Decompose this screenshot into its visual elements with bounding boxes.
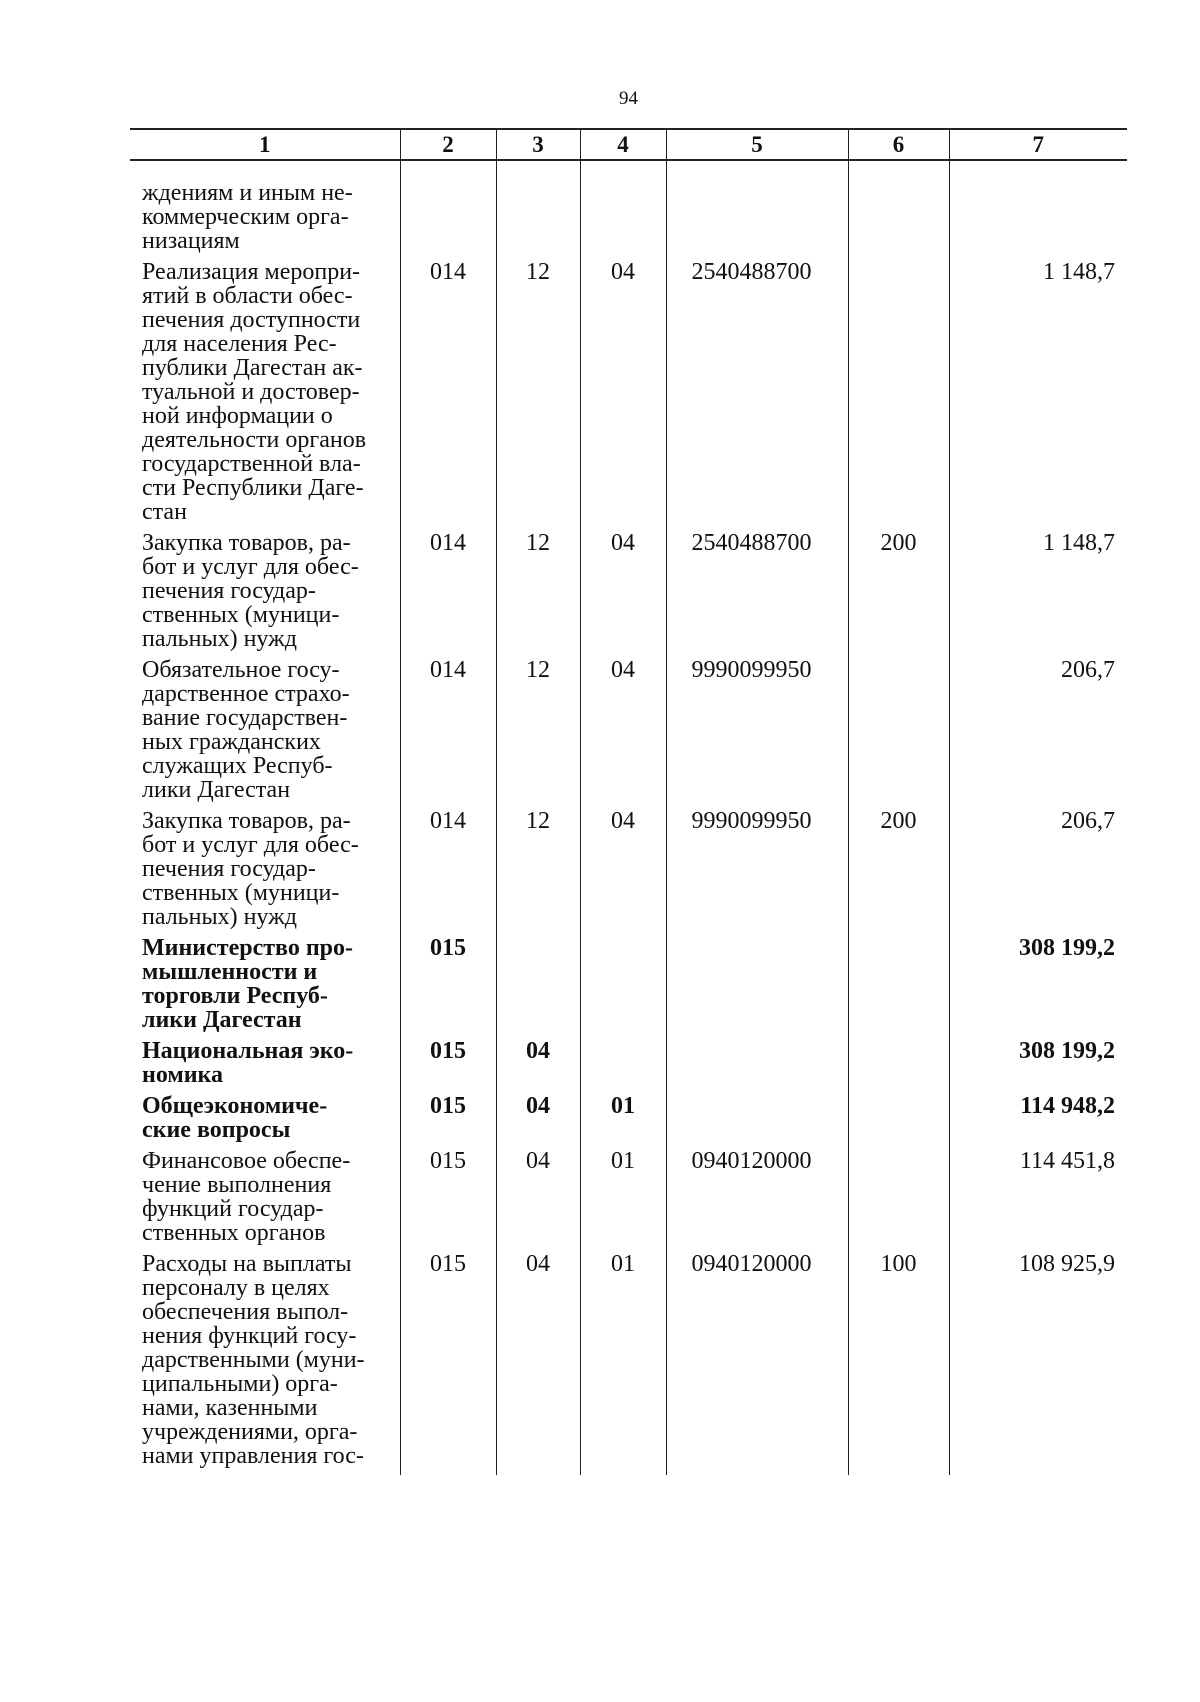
column-header-5: 5 bbox=[666, 129, 848, 160]
row-name-line: функций государ- bbox=[142, 1196, 324, 1222]
row-cell-c7: 114 451,8 bbox=[949, 1149, 1127, 1252]
row-cell-c5: 2540488700 bbox=[666, 260, 848, 531]
row-cell-c4 bbox=[580, 1039, 666, 1094]
table-row bbox=[130, 1252, 1127, 1475]
column-header-1: 1 bbox=[130, 129, 400, 160]
row-cell-c5 bbox=[666, 1094, 848, 1149]
column-header-3: 3 bbox=[496, 129, 580, 160]
row-name-cell bbox=[130, 1149, 400, 1252]
row-cell-c5: 9990099950 bbox=[666, 658, 848, 809]
row-cell-c3: 04 bbox=[496, 1252, 580, 1475]
row-cell-c5 bbox=[666, 1039, 848, 1094]
row-cell-c6: 200 bbox=[848, 531, 949, 658]
row-cell-c7: 1 148,7 bbox=[949, 260, 1127, 531]
table-header bbox=[130, 129, 1127, 160]
gap-cell bbox=[949, 160, 1127, 181]
row-name-line: сти Республики Даге- bbox=[142, 475, 364, 501]
row-name-line: печения доступности bbox=[142, 307, 361, 333]
row-name-line: нения функций госу- bbox=[142, 1323, 357, 1349]
row-cell-c6 bbox=[848, 1094, 949, 1149]
row-name-line: туальной и достовер- bbox=[142, 379, 360, 405]
gap-cell bbox=[848, 160, 949, 181]
row-cell-c7 bbox=[949, 181, 1127, 260]
budget-table bbox=[130, 128, 1127, 1475]
row-name-line: лики Дагестан bbox=[142, 777, 291, 803]
row-cell-c3: 12 bbox=[496, 809, 580, 936]
row-name-line: персоналу в целях bbox=[142, 1275, 330, 1301]
row-name-line: ных гражданских bbox=[142, 729, 321, 755]
row-name-line: учреждениями, орга- bbox=[142, 1419, 358, 1445]
row-name-line: государственной вла- bbox=[142, 451, 361, 477]
row-cell-c3 bbox=[496, 181, 580, 260]
row-cell-c6 bbox=[848, 658, 949, 809]
row-name-line: чение выполнения bbox=[142, 1172, 332, 1198]
row-name-line: пальных) нужд bbox=[142, 904, 297, 930]
row-cell-c2: 014 bbox=[400, 809, 496, 936]
column-header-2: 2 bbox=[400, 129, 496, 160]
row-name-line: вание государствен- bbox=[142, 705, 348, 731]
row-name-cell bbox=[130, 1094, 400, 1149]
row-name-line: для населения Рес- bbox=[142, 331, 337, 357]
row-cell-c5: 0940120000 bbox=[666, 1252, 848, 1475]
row-cell-c5 bbox=[666, 936, 848, 1039]
row-name-line: ятий в области обес- bbox=[142, 283, 353, 309]
row-name-line: ной информации о bbox=[142, 403, 333, 429]
row-name-line: нами, казенными bbox=[142, 1395, 318, 1421]
row-name-cell bbox=[130, 181, 400, 260]
row-name-line: пальных) нужд bbox=[142, 626, 297, 652]
row-cell-c7: 206,7 bbox=[949, 809, 1127, 936]
row-name-line: Расходы на выплаты bbox=[142, 1251, 352, 1277]
row-name-line: торговли Респуб- bbox=[142, 983, 328, 1009]
row-cell-c2: 015 bbox=[400, 1252, 496, 1475]
row-cell-c3: 12 bbox=[496, 658, 580, 809]
row-cell-c7: 308 199,2 bbox=[949, 936, 1127, 1039]
row-cell-c4: 04 bbox=[580, 531, 666, 658]
row-name-line: Закупка товаров, ра- bbox=[142, 530, 351, 556]
row-cell-c2: 014 bbox=[400, 260, 496, 531]
row-cell-c2: 015 bbox=[400, 1094, 496, 1149]
row-cell-c3: 04 bbox=[496, 1094, 580, 1149]
row-cell-c5: 2540488700 bbox=[666, 531, 848, 658]
row-name-line: Национальная эко- bbox=[142, 1038, 354, 1064]
row-cell-c6 bbox=[848, 936, 949, 1039]
row-name-cell bbox=[130, 531, 400, 658]
row-name-line: коммерческим орга- bbox=[142, 204, 349, 230]
row-cell-c7: 1 148,7 bbox=[949, 531, 1127, 658]
row-cell-c3 bbox=[496, 936, 580, 1039]
row-cell-c3: 12 bbox=[496, 260, 580, 531]
row-name-line: дарственными (муни- bbox=[142, 1347, 365, 1373]
row-cell-c6 bbox=[848, 260, 949, 531]
row-name-line: Министерство про- bbox=[142, 935, 353, 961]
row-cell-c6 bbox=[848, 1149, 949, 1252]
row-cell-c4: 04 bbox=[580, 260, 666, 531]
row-cell-c2: 014 bbox=[400, 658, 496, 809]
row-name-line: обеспечения выпол- bbox=[142, 1299, 349, 1325]
row-name-cell bbox=[130, 1039, 400, 1094]
table-row bbox=[130, 260, 1127, 531]
row-cell-c2: 014 bbox=[400, 531, 496, 658]
row-name-line: ственных (муници- bbox=[142, 880, 340, 906]
row-cell-c6 bbox=[848, 181, 949, 260]
row-name-line: печения государ- bbox=[142, 856, 316, 882]
row-cell-c2: 015 bbox=[400, 1039, 496, 1094]
row-name-line: ципальными) орга- bbox=[142, 1371, 338, 1397]
table-row bbox=[130, 809, 1127, 936]
row-name-line: Обязательное госу- bbox=[142, 657, 340, 683]
row-name-cell bbox=[130, 936, 400, 1039]
row-cell-c5: 0940120000 bbox=[666, 1149, 848, 1252]
row-name-line: номика bbox=[142, 1062, 224, 1088]
table-row bbox=[130, 1149, 1127, 1252]
row-cell-c2 bbox=[400, 181, 496, 260]
row-cell-c4: 01 bbox=[580, 1149, 666, 1252]
row-name-line: Финансовое обеспе- bbox=[142, 1148, 351, 1174]
row-cell-c2: 015 bbox=[400, 1149, 496, 1252]
table-row bbox=[130, 1039, 1127, 1094]
gap-cell bbox=[496, 160, 580, 181]
gap-cell bbox=[666, 160, 848, 181]
table-body bbox=[130, 160, 1127, 1475]
row-cell-c4: 04 bbox=[580, 809, 666, 936]
table-row bbox=[130, 936, 1127, 1039]
row-cell-c6: 100 bbox=[848, 1252, 949, 1475]
row-name-line: деятельности органов bbox=[142, 427, 367, 453]
row-name-line: служащих Респуб- bbox=[142, 753, 333, 779]
row-name-cell bbox=[130, 658, 400, 809]
table-row bbox=[130, 1094, 1127, 1149]
table-row bbox=[130, 181, 1127, 260]
row-cell-c7: 308 199,2 bbox=[949, 1039, 1127, 1094]
row-name-line: Реализация меропри- bbox=[142, 259, 361, 285]
table-row bbox=[130, 658, 1127, 809]
row-name-line: низациям bbox=[142, 228, 240, 254]
row-cell-c6: 200 bbox=[848, 809, 949, 936]
row-name-line: бот и услуг для обес- bbox=[142, 554, 359, 580]
row-name-line: печения государ- bbox=[142, 578, 316, 604]
row-name-cell bbox=[130, 1252, 400, 1475]
row-name-line: Закупка товаров, ра- bbox=[142, 808, 351, 834]
page-number: 94 bbox=[619, 88, 638, 109]
table-row bbox=[130, 531, 1127, 658]
row-cell-c7: 206,7 bbox=[949, 658, 1127, 809]
row-cell-c7: 114 948,2 bbox=[949, 1094, 1127, 1149]
row-cell-c6 bbox=[848, 1039, 949, 1094]
header-gap-row bbox=[130, 160, 1127, 181]
row-cell-c4 bbox=[580, 936, 666, 1039]
row-cell-c4: 01 bbox=[580, 1252, 666, 1475]
row-cell-c3: 04 bbox=[496, 1149, 580, 1252]
row-cell-c2: 015 bbox=[400, 936, 496, 1039]
row-name-cell bbox=[130, 260, 400, 531]
column-header-6: 6 bbox=[848, 129, 949, 160]
row-cell-c4: 04 bbox=[580, 658, 666, 809]
row-name-line: Общеэкономиче- bbox=[142, 1093, 328, 1119]
column-header-7: 7 bbox=[949, 129, 1127, 160]
row-name-line: нами управления гос- bbox=[142, 1443, 364, 1469]
row-name-line: ждениям и иным не- bbox=[142, 180, 353, 206]
row-cell-c7: 108 925,9 bbox=[949, 1252, 1127, 1475]
row-name-line: бот и услуг для обес- bbox=[142, 832, 359, 858]
gap-cell bbox=[580, 160, 666, 181]
row-name-line: ственных (муници- bbox=[142, 602, 340, 628]
row-cell-c4: 01 bbox=[580, 1094, 666, 1149]
row-cell-c3: 04 bbox=[496, 1039, 580, 1094]
column-header-4: 4 bbox=[580, 129, 666, 160]
row-name-cell bbox=[130, 809, 400, 936]
row-name-line: дарственное страхо- bbox=[142, 681, 350, 707]
row-name-line: публики Дагестан ак- bbox=[142, 355, 363, 381]
row-name-line: лики Дагестан bbox=[142, 1007, 302, 1033]
row-cell-c3: 12 bbox=[496, 531, 580, 658]
row-name-line: мышленности и bbox=[142, 959, 318, 985]
gap-cell bbox=[400, 160, 496, 181]
row-cell-c5: 9990099950 bbox=[666, 809, 848, 936]
row-name-line: ственных органов bbox=[142, 1220, 326, 1246]
row-name-line: ские вопросы bbox=[142, 1117, 291, 1143]
row-cell-c5 bbox=[666, 181, 848, 260]
row-name-line: стан bbox=[142, 499, 187, 525]
gap-cell bbox=[130, 160, 400, 181]
row-cell-c4 bbox=[580, 181, 666, 260]
